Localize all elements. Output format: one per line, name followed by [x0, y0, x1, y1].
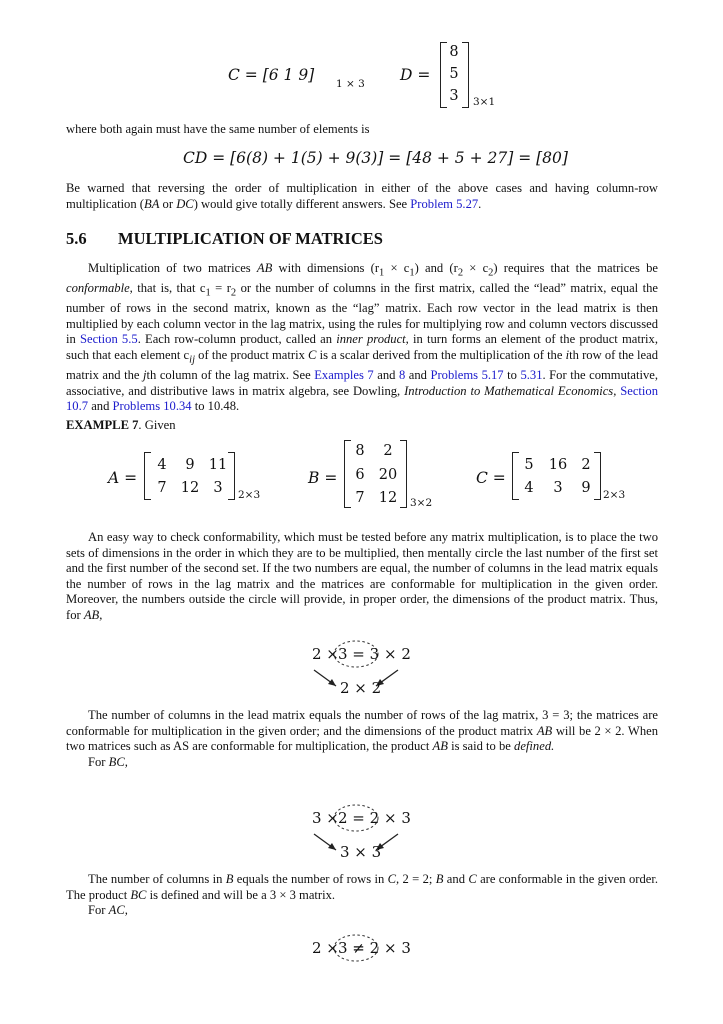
text: . — [478, 196, 482, 211]
matrix-b-dim: 3×2 — [410, 497, 433, 509]
section-number: 5.6 — [66, 229, 87, 248]
text: to — [503, 368, 521, 383]
text: will be 2 × 2. When two matrices such as AS are conformable for multiplication, the product — [66, 723, 659, 754]
section-title: MULTIPLICATION OF MATRICES — [118, 229, 383, 248]
text: Introduction to Mathematical Economics, — [404, 383, 617, 398]
paragraph-multiplication-text — [66, 261, 658, 415]
matrix-a-cell: 9 — [185, 457, 195, 473]
text: An easy way to check conformability, which must be tested before any matrix multiplication, is to place the two sets of dimensions in the order in which they are to be multiplied, then mentally circle the last number of the first set and the first number of the second set. If the two numbers are equal, the number of columns in the lead matrix equals the number of rows in the lag matrix and the matrices are conformable for multiplication in the given order. Moreover, the numbers outside the circle will provide, in proper order, the dimensions of the product matrix. Thus, for — [66, 530, 658, 622]
text: The number of columns in the lead matrix equals the number of rows of the lag matrix, 3 = 3; the matrices are conformable for multiplication in the given order; and the dimensions of the product matrix — [66, 708, 658, 738]
d-label-text: D = — [400, 66, 431, 84]
text: Multiplication of two matrices — [88, 261, 257, 275]
diagram-ab-right: × 2 — [384, 645, 411, 663]
link-section-5-5[interactable]: Section 5.5 — [79, 332, 138, 347]
text: For — [88, 903, 109, 918]
c-row-label: C = [6 1 9] — [228, 66, 315, 84]
text: that is, that c — [132, 281, 206, 296]
text: C, — [387, 872, 400, 886]
link-problems-10-34[interactable]: Problems 10.34 — [112, 399, 192, 414]
for-bc-line — [66, 755, 658, 771]
matrix-a-dim: 2×3 — [238, 489, 261, 501]
text: = r — [210, 281, 231, 296]
conformability-diagram-ab — [300, 634, 430, 704]
matrix-b-cell: 20 — [378, 467, 398, 483]
subscript: 2 — [488, 267, 494, 279]
paragraph-easy-way — [66, 530, 658, 624]
d-right-bracket — [462, 42, 469, 108]
diagram-bc-left: 3 × — [312, 809, 339, 827]
d-value: 5 — [449, 66, 459, 82]
text: AB, — [83, 607, 103, 622]
text: defined. — [514, 739, 555, 754]
text: AB — [432, 739, 448, 754]
paragraph-columns — [66, 708, 658, 770]
paragraph-both — [66, 122, 658, 138]
matrix-a-cell: 11 — [208, 457, 228, 473]
text: of the product matrix — [195, 348, 309, 362]
matrix-a-cell: 7 — [157, 480, 167, 496]
text: The number of columns in — [88, 872, 226, 886]
link-example-8[interactable]: 8 — [398, 368, 406, 383]
matrix-c-row — [228, 66, 314, 84]
for-ac-line — [66, 903, 658, 919]
text: AB — [536, 723, 553, 738]
text: BA — [144, 196, 160, 211]
text: ) and (r — [414, 261, 458, 275]
text: 2 = 2; — [399, 872, 436, 886]
d-value: 8 — [449, 44, 459, 60]
link-problems-5-17[interactable]: Problems 5.17 — [430, 368, 504, 383]
example-label — [66, 418, 176, 434]
text: C — [468, 872, 477, 886]
text: . For the commutative, associative, and distributive laws in matrix algebra, see Dowling, — [66, 368, 658, 398]
text: i — [565, 348, 570, 362]
text: th row of the lead matrix and the — [66, 348, 659, 383]
d-value: 3 — [449, 88, 459, 104]
section-heading — [66, 229, 383, 249]
text: are conformable in the given order. The product — [66, 872, 658, 902]
text: j — [143, 368, 147, 383]
text: AC, — [108, 903, 128, 918]
text: For — [88, 754, 109, 769]
matrix-b-cell: 2 — [383, 443, 393, 459]
matrix-d-label — [400, 66, 430, 84]
text: B — [225, 872, 234, 886]
diagram-ab-inner: 3 = 3 — [338, 645, 380, 663]
diagram-ac-inner: 3 ≠ 2 — [338, 939, 380, 957]
text: and — [373, 368, 399, 383]
text: AB — [256, 261, 273, 275]
text: with dimensions (r — [272, 261, 380, 275]
subscript: 1 — [409, 267, 415, 279]
matrix-a-label: A = — [108, 469, 138, 487]
subscript: 2 — [457, 267, 464, 279]
paragraph-warned-text — [66, 181, 658, 212]
paragraph-b-columns-text — [66, 872, 658, 903]
paragraph-b-columns — [66, 872, 658, 919]
subscript: 2 — [230, 287, 237, 299]
diagram-ab-result: 2 × 2 — [340, 679, 382, 697]
paragraph-warned — [66, 181, 658, 212]
text: inner product, — [336, 332, 409, 347]
diagram-bc-inner: 2 = 2 — [338, 809, 380, 827]
d-dim: 3×1 — [473, 96, 496, 108]
matrix-c-cell: 16 — [548, 457, 568, 473]
text: in turn forms an element of the product matrix, such that each element c — [66, 332, 659, 362]
matrix-c-cell: 9 — [581, 480, 591, 496]
text: DC — [176, 196, 194, 211]
matrix-c-cell: 3 — [553, 480, 563, 496]
text: C — [308, 348, 317, 362]
text: × c — [384, 261, 410, 275]
diagram-ab-left: 2 × — [312, 645, 339, 663]
link-examples-7[interactable]: Examples 7 — [314, 368, 374, 383]
subscript: 1 — [205, 287, 211, 299]
text: ) would give totally different answers. See — [193, 196, 411, 211]
matrix-b-cell: 12 — [378, 490, 398, 506]
link-problem-5-31[interactable]: 5.31 — [520, 368, 543, 383]
text: and — [405, 368, 431, 383]
subscript: ij — [189, 354, 195, 366]
matrix-c-cell: 4 — [524, 480, 534, 496]
c-row-dim: 1 × 3 — [336, 78, 365, 90]
text: and — [443, 872, 469, 886]
diagram-ac-left: 2 × — [312, 939, 339, 957]
conformability-diagram-bc — [300, 798, 430, 868]
text: Be warned that reversing the order of multiplication in either of the above cases and having column-row multiplication ( — [66, 181, 658, 211]
link-section-10-7[interactable]: Section 10.7 — [66, 383, 658, 414]
text: BC — [130, 887, 147, 902]
text: or — [159, 196, 177, 211]
example-given-text: . Given — [138, 418, 176, 432]
example-label-text: EXAMPLE 7 — [66, 418, 139, 432]
text: is defined and will be a 3 × 3 matrix. — [146, 887, 336, 902]
text: equals the number of rows in — [233, 872, 388, 886]
conformability-diagram-ac — [300, 928, 430, 973]
paragraph-both-text: where both again must have the same number of elements is — [66, 122, 370, 136]
text: × c — [463, 261, 489, 275]
matrix-a-cell: 4 — [157, 457, 167, 473]
matrix-b-cell: 6 — [355, 467, 365, 483]
matrix-c-label: C = — [476, 469, 506, 487]
text: B — [435, 872, 444, 886]
text: to 10.48. — [191, 399, 240, 414]
diagram-ac-right: × 3 — [384, 939, 411, 957]
matrix-a-cell: 12 — [180, 480, 200, 496]
text: BC, — [108, 754, 128, 769]
matrix-c-dim: 2×3 — [603, 489, 626, 501]
diagram-bc-right: × 3 — [384, 809, 411, 827]
matrix-b-right-bracket — [400, 440, 407, 508]
paragraph-multiplication — [66, 261, 658, 415]
matrix-b-cell: 7 — [355, 490, 365, 506]
diagram-bc-result: 3 × 3 — [340, 843, 382, 861]
equation-cd: CD = [6(8) + 1(5) + 9(3)] = [48 + 5 + 27] = [80] — [183, 149, 568, 167]
text: is a scalar derived from the multiplication of the — [316, 348, 566, 362]
text: ) requires that the matrices be — [493, 261, 658, 275]
link-problem-5-27[interactable]: Problem 5.27 — [410, 196, 479, 211]
paragraph-easy-way-text — [66, 530, 658, 624]
text: is said to be — [447, 739, 515, 754]
subscript: 1 — [379, 267, 385, 279]
matrix-c-cell: 2 — [581, 457, 591, 473]
text: and — [88, 399, 113, 414]
matrix-b-cell: 8 — [355, 443, 365, 459]
text: conformable, — [66, 281, 133, 296]
text: th column of the lag matrix. See — [146, 368, 315, 383]
text: . Each row-column product, called an — [137, 332, 337, 347]
matrix-a-cell: 3 — [213, 480, 223, 496]
matrix-b-label: B = — [308, 469, 338, 487]
paragraph-columns-text — [66, 708, 658, 755]
text: or the number of columns in the first matrix, called the “lead” matrix, equal the number of rows in the second matrix, known as the “lag” matrix. Each row vector in the lead matrix is then multiplied by each column vector in the lag matrix, using the rules for multiplying row and column vectors discussed in — [66, 281, 658, 347]
matrix-c-cell: 5 — [524, 457, 534, 473]
